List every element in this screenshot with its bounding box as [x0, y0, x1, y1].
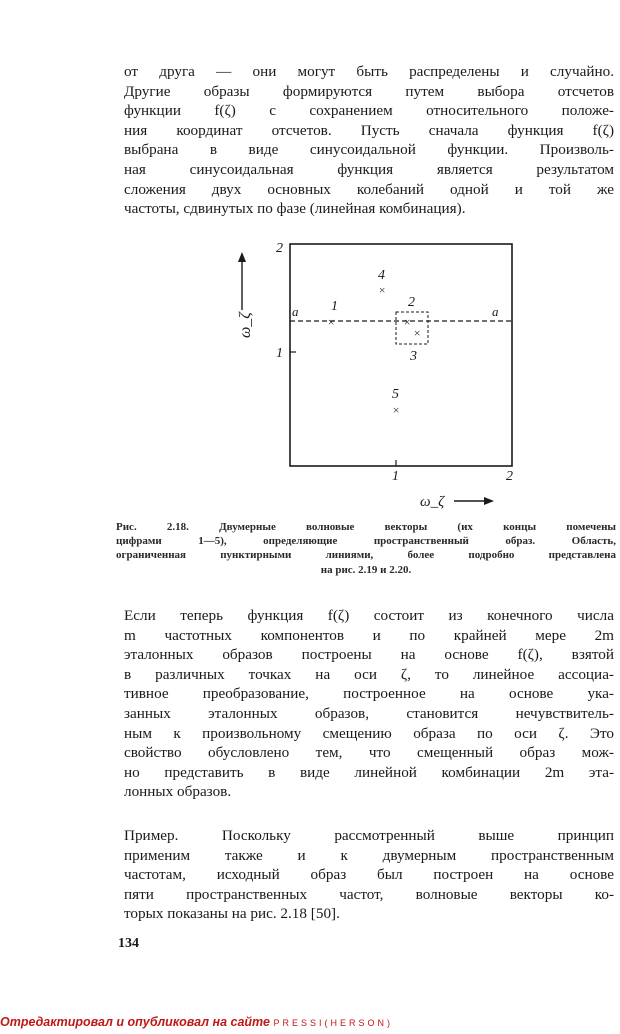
text-line: ния координат отсчетов. Пусть сначала функция f(ζ) — [124, 121, 614, 139]
paragraph-3 — [124, 826, 614, 924]
y-tick-label-1: 1 — [276, 346, 283, 361]
up-arrow-icon — [238, 252, 246, 262]
page-number: 134 — [118, 936, 139, 951]
paragraph-1 — [124, 62, 614, 219]
text-line: частоты, сдвинутых по фазе (линейная комбинация). — [124, 200, 466, 218]
text-line: торых показаны на рис. 2.18 [50]. — [124, 905, 340, 923]
caption-line: ограниченная пунктирными линиями, более подробно представлена — [116, 549, 616, 562]
y-tick-label-2: 2 — [276, 241, 283, 256]
x-axis-label: ω_ζ — [420, 494, 445, 510]
footer-note — [0, 1015, 393, 1029]
footer-site: PRESSI(HERSON) — [273, 1018, 393, 1028]
text-line: свойство обусловлено тем, что смещенный образ мож- — [124, 744, 614, 762]
point-marker-4: × — [378, 283, 387, 297]
text-line: функции f(ζ) с сохранением относительного положе- — [124, 102, 614, 120]
text-line: лонных образов. — [124, 783, 232, 801]
point-label-2: 2 — [408, 295, 415, 310]
y-axis-label: ω_ζ — [237, 312, 254, 338]
text-line: пяти пространственных частот, волновые векторы ко- — [124, 885, 614, 903]
x-tick-label-2: 2 — [506, 469, 513, 484]
figure-frame — [290, 244, 512, 466]
right-arrow-icon — [484, 497, 494, 505]
text-line: применим также и к двумерным пространственным — [124, 846, 614, 864]
text-line: выбрана в виде синусоидальной функции. Произволь- — [124, 141, 614, 159]
wave-vector-figure — [220, 232, 530, 512]
text-line: занных эталонных образов, становится нечувствитель- — [124, 704, 614, 722]
text-line: m частотных компонентов и по крайней мере 2m — [124, 626, 614, 644]
caption-line: цифрами 1—5), определяющие пространственный образ. Область, — [116, 535, 616, 548]
text-line: Другие образы формируются путем выбора отсчетов — [124, 82, 614, 100]
text-line: но представить в виде линейной комбинации 2m эта- — [124, 763, 614, 781]
text-line: Если теперь функция f(ζ) состоит из конечного числа — [124, 607, 614, 624]
point-marker-5: × — [392, 403, 401, 417]
text-line: эталонных образов построены на основе f(ζ), взятой — [124, 646, 614, 664]
text-line: частотам, исходный образ был построен на основе — [124, 866, 614, 884]
text-line: Пример. Поскольку рассмотренный выше принцип — [124, 827, 614, 844]
figure-caption — [116, 520, 616, 577]
x-tick-label-1: 1 — [392, 469, 399, 484]
point-label-5: 5 — [392, 387, 399, 402]
text-line: от друга — они могут быть распределены и случайно. — [124, 63, 614, 80]
line-label-a-right: a — [492, 304, 499, 319]
text-line: в различных точках на оси ζ, то линейное ассоциа- — [124, 665, 614, 683]
text-line: тивное преобразование, построенное на основе ука- — [124, 685, 614, 703]
point-label-3: 3 — [410, 349, 417, 364]
caption-line: на рис. 2.19 и 2.20. — [320, 563, 412, 576]
text-line: ная синусоидальная функция является результатом — [124, 160, 614, 178]
dashed-region-box — [396, 312, 428, 344]
line-label-a-left: a — [292, 304, 299, 319]
point-label-4: 4 — [378, 268, 385, 283]
text-line: ным к произвольному смещению образа по оси ζ. Это — [124, 724, 614, 742]
point-label-1: 1 — [331, 299, 338, 314]
paragraph-2 — [124, 606, 614, 802]
point-marker-2: × — [403, 315, 412, 329]
caption-line: Рис. 2.18. Двумерные волновые векторы (их концы помечены — [116, 521, 616, 533]
text-line: сложения двух основных колебаний одной и той же — [124, 180, 614, 198]
footer-text: Отредактировал и опубликовал на сайте — [0, 1015, 270, 1029]
point-marker-3: × — [413, 326, 422, 340]
point-marker-1: × — [327, 315, 336, 329]
